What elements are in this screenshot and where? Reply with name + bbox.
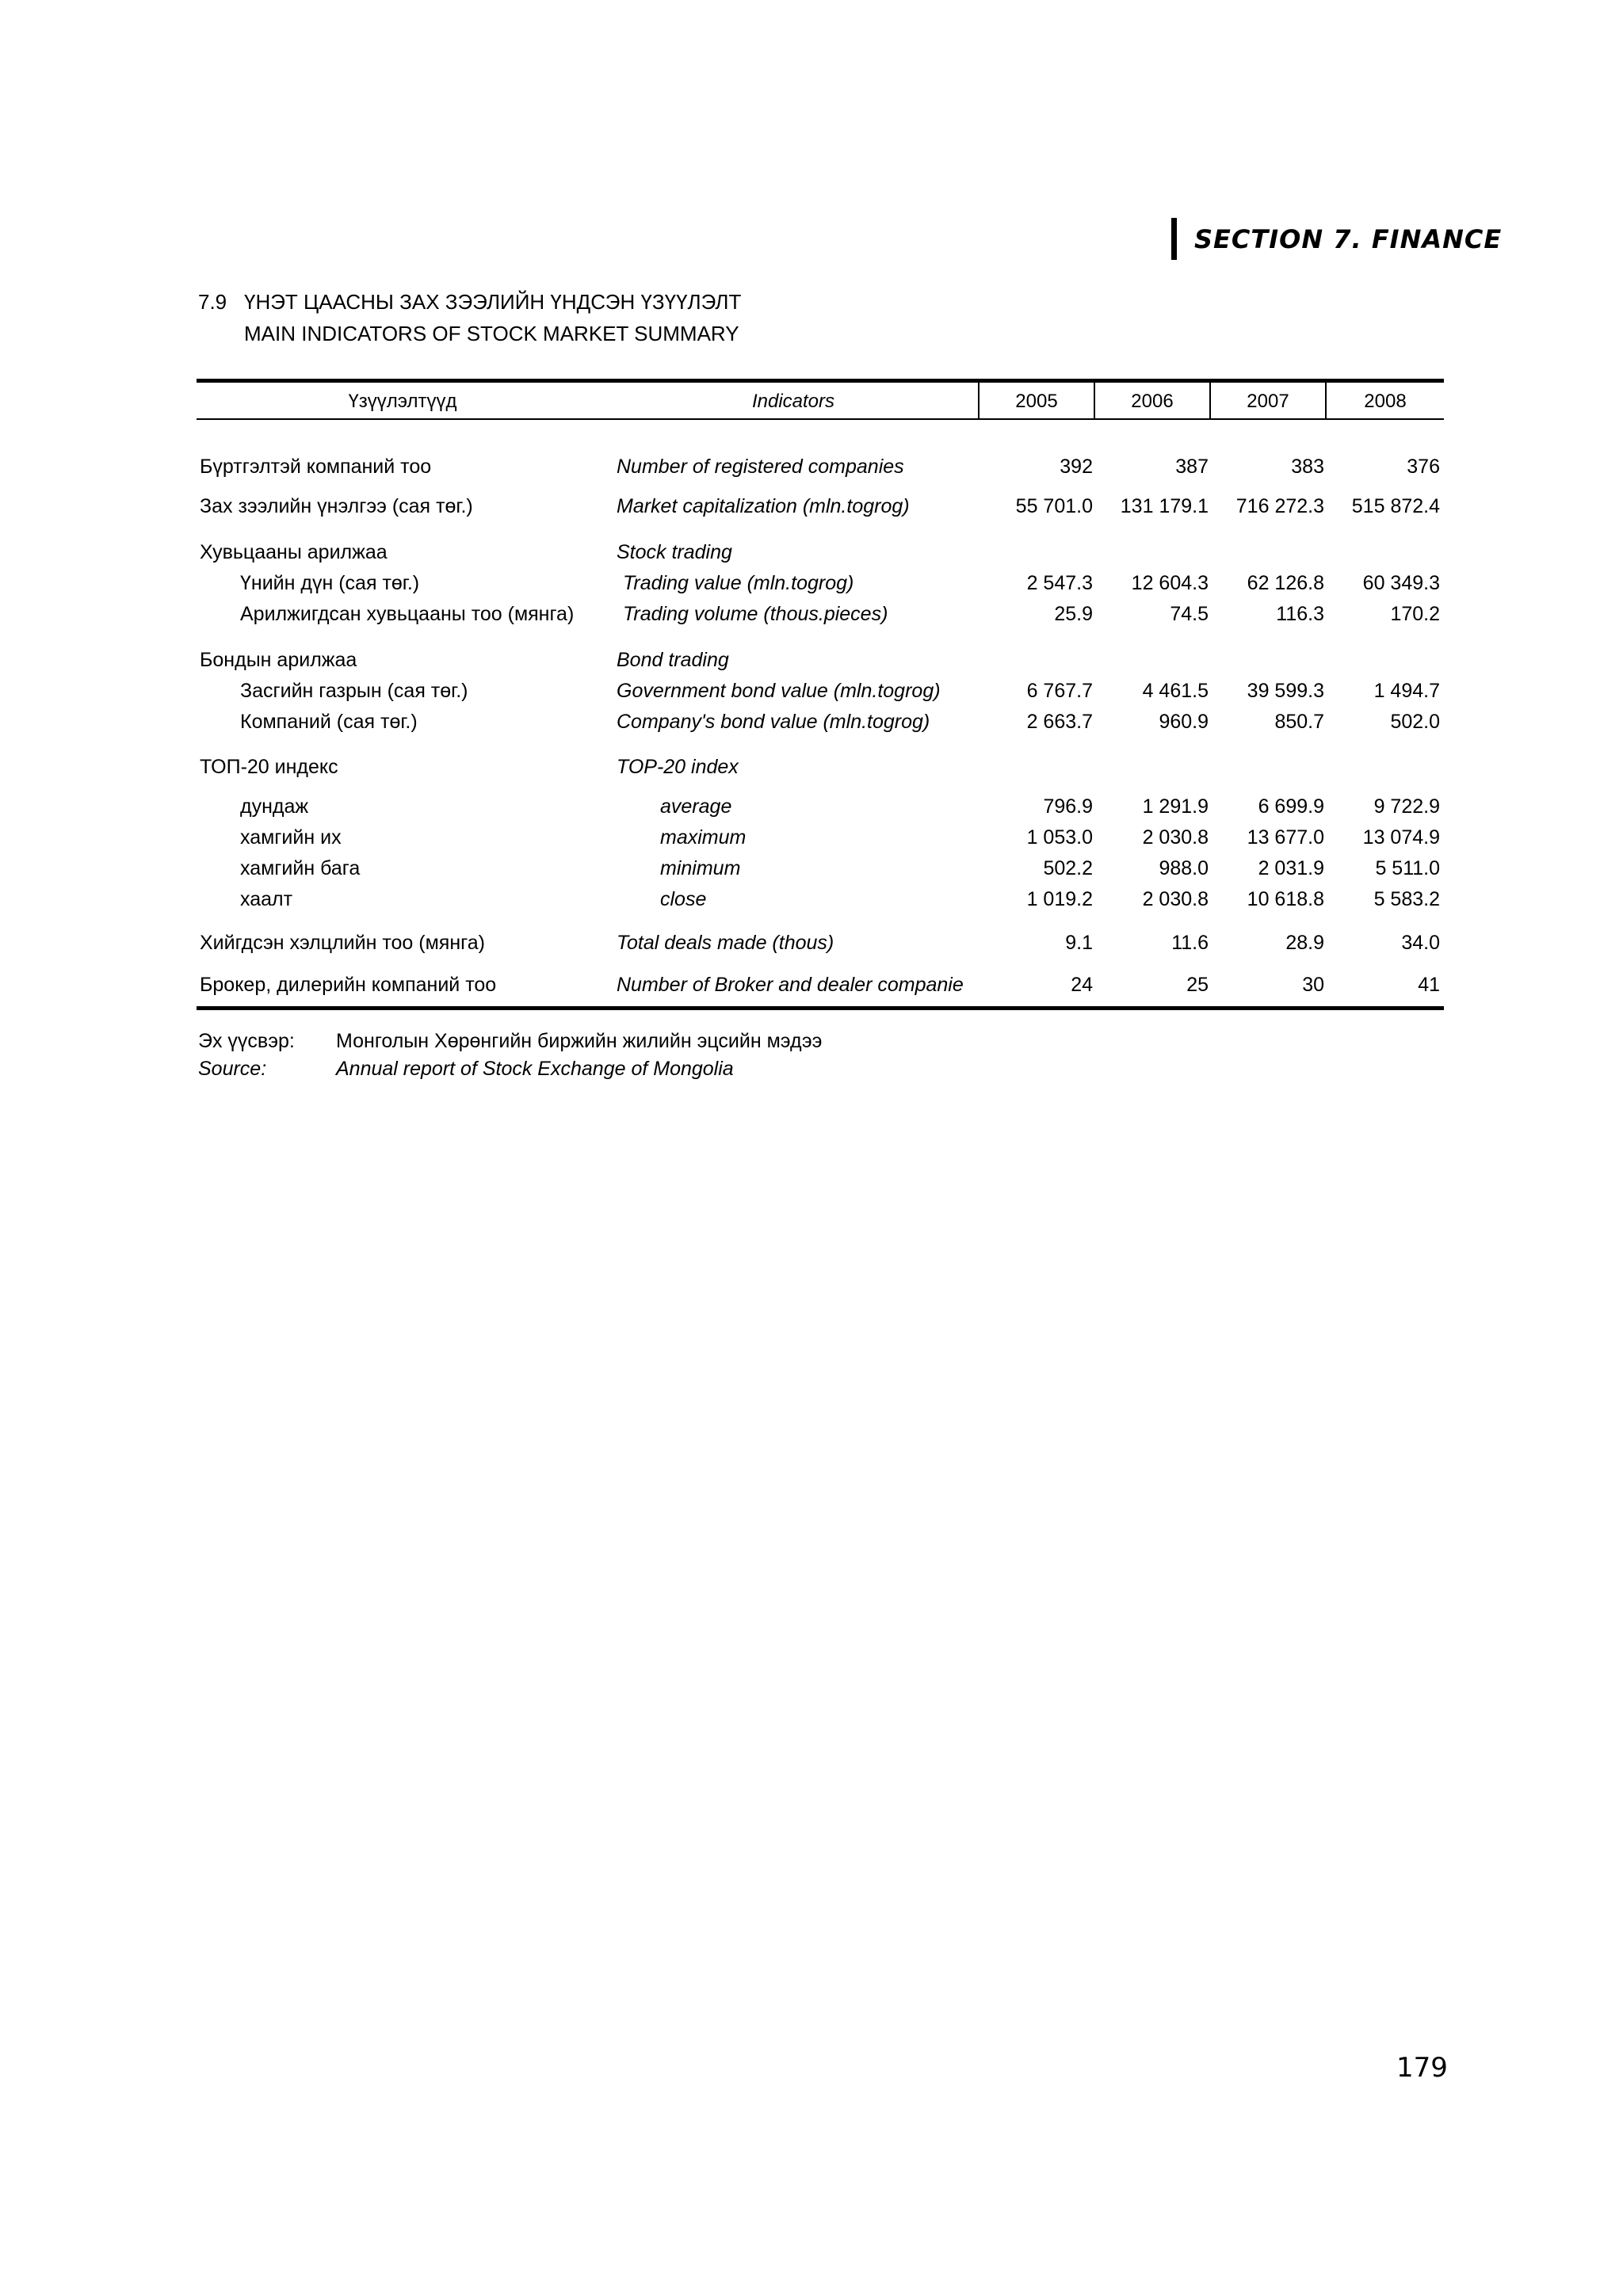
- table-row: [197, 971, 1444, 999]
- value-2008: 5 511.0: [1375, 857, 1440, 879]
- row-label-mn: Компаний (сая төг.): [240, 711, 418, 733]
- row-label-en: Number of Broker and dealer companie: [617, 974, 964, 996]
- value-2006: 2 030.8: [1142, 888, 1209, 910]
- value-2005: 796.9: [1043, 795, 1093, 818]
- row-label-en: Total deals made (thous): [617, 932, 834, 954]
- value-2007: 13 677.0: [1247, 826, 1324, 849]
- row-label-mn: Зах зээлийн үнэлгээ (сая төг.): [200, 495, 473, 517]
- row-label-mn: хамгийн их: [240, 826, 342, 849]
- value-2006: 25: [1186, 974, 1209, 996]
- table-row: [197, 492, 1444, 521]
- value-2005: 2 547.3: [1026, 572, 1093, 594]
- value-2007: 116.3: [1276, 603, 1324, 625]
- table-row: [197, 792, 1444, 821]
- row-label-mn: Хийгдсэн хэлцлийн тоо (мянга): [200, 932, 485, 954]
- value-2007: 10 618.8: [1247, 888, 1324, 910]
- value-2008: 60 349.3: [1362, 572, 1440, 594]
- value-2005: 1 019.2: [1026, 888, 1093, 910]
- page-number: 179: [1396, 2052, 1448, 2084]
- row-label-mn: Бүртгэлтэй компаний тоо: [200, 456, 432, 478]
- table-row: [197, 538, 1444, 566]
- row-label-mn: Бондын арилжаа: [200, 649, 357, 671]
- value-2006: 988.0: [1159, 857, 1209, 879]
- row-label-mn: хаалт: [240, 888, 293, 910]
- value-2008: 170.2: [1390, 603, 1440, 625]
- table-row: [197, 823, 1444, 852]
- value-2005: 1 053.0: [1026, 826, 1093, 849]
- section-divider-bar: [1171, 218, 1177, 260]
- value-2006: 387: [1175, 456, 1209, 478]
- value-2008: 34.0: [1401, 932, 1440, 954]
- value-2008: 9 722.9: [1373, 795, 1440, 818]
- table-row: [197, 646, 1444, 674]
- row-label-en: Bond trading: [617, 649, 729, 671]
- value-2008: 5 583.2: [1373, 888, 1440, 910]
- value-2006: 2 030.8: [1142, 826, 1209, 849]
- source-note-mn: [198, 1030, 822, 1053]
- table-bottom-rule: [197, 1006, 1444, 1010]
- value-2007: 62 126.8: [1247, 572, 1324, 594]
- row-label-en: Stock trading: [617, 541, 732, 563]
- row-label-mn: Хувьцааны арилжаа: [200, 541, 388, 563]
- source-text-en: Annual report of Stock Exchange of Mongolia: [336, 1058, 734, 1080]
- row-label-en: Number of registered companies: [617, 456, 904, 478]
- row-label-mn: Брокер, дилерийн компаний тоо: [200, 974, 497, 996]
- value-2008: 1 494.7: [1373, 680, 1440, 702]
- value-2008: 515 872.4: [1351, 495, 1440, 517]
- value-2008: 13 074.9: [1362, 826, 1440, 849]
- value-2005: 6 767.7: [1026, 680, 1093, 702]
- value-2006: 960.9: [1159, 711, 1209, 733]
- row-label-en: Market capitalization (mln.togrog): [617, 495, 910, 517]
- value-2005: 392: [1060, 456, 1093, 478]
- row-label-en: average: [660, 795, 732, 818]
- value-2006: 12 604.3: [1131, 572, 1209, 594]
- table-row: [197, 600, 1444, 628]
- header-indicators-mn: Үзүүлэлтүүд: [348, 391, 457, 412]
- row-label-mn: Үнийн дүн (сая төг.): [240, 572, 420, 594]
- table-row: [197, 854, 1444, 883]
- value-2007: 383: [1291, 456, 1324, 478]
- value-2005: 24: [1071, 974, 1093, 996]
- row-label-en: Trading volume (thous.pieces): [623, 603, 888, 625]
- table-title-mn-text: ҮНЭТ ЦААСНЫ ЗАХ ЗЭЭЛИЙН ҮНДСЭН ҮЗҮҮЛЭЛТ: [244, 290, 742, 314]
- row-label-en: maximum: [660, 826, 747, 849]
- value-2007: 28.9: [1285, 932, 1324, 954]
- header-year-2007: 2007: [1247, 391, 1289, 412]
- section-title: SECTION 7. FINANCE: [1194, 223, 1503, 254]
- row-label-mn: ТОП-20 индекс: [200, 756, 338, 778]
- value-2007: 850.7: [1274, 711, 1324, 733]
- table-header-rule: [197, 418, 1444, 420]
- value-2006: 74.5: [1170, 603, 1209, 625]
- table-row: [197, 885, 1444, 913]
- header-year-2008: 2008: [1364, 391, 1407, 412]
- value-2005: 502.2: [1043, 857, 1093, 879]
- value-2007: 716 272.3: [1235, 495, 1324, 517]
- table-row: [197, 677, 1444, 705]
- value-2008: 41: [1418, 974, 1440, 996]
- value-2006: 11.6: [1171, 932, 1209, 954]
- row-label-mn: Арилжигдсан хувьцааны тоо (мянга): [240, 603, 575, 625]
- value-2006: 1 291.9: [1142, 795, 1209, 818]
- value-2005: 55 701.0: [1015, 495, 1093, 517]
- header-year-2006: 2006: [1131, 391, 1174, 412]
- table-row: [197, 753, 1444, 781]
- value-2007: 6 699.9: [1258, 795, 1324, 818]
- row-label-en: Trading value (mln.togrog): [623, 572, 854, 594]
- source-label-en: Source:: [198, 1058, 267, 1080]
- value-2008: 376: [1407, 456, 1440, 478]
- row-label-mn: дундаж: [240, 795, 309, 818]
- row-label-en: Company's bond value (mln.togrog): [617, 711, 930, 733]
- table-title-mn: [198, 290, 741, 315]
- header-indicators-en: Indicators: [751, 391, 835, 412]
- row-label-en: TOP-20 index: [617, 756, 739, 778]
- table-row: [197, 452, 1444, 481]
- table-row: [197, 929, 1444, 957]
- source-text-mn: Монголын Хөрөнгийн биржийн жилийн эцсийн мэдээ: [336, 1030, 823, 1052]
- header-year-2005: 2005: [1015, 391, 1058, 412]
- value-2005: 9.1: [1065, 932, 1093, 954]
- value-2007: 30: [1302, 974, 1324, 996]
- table-number: 7.9: [198, 290, 227, 314]
- value-2007: 39 599.3: [1247, 680, 1324, 702]
- row-label-en: Government bond value (mln.togrog): [617, 680, 941, 702]
- value-2008: 502.0: [1390, 711, 1440, 733]
- source-note-en: [198, 1058, 734, 1081]
- value-2005: 25.9: [1054, 603, 1093, 625]
- value-2005: 2 663.7: [1026, 711, 1093, 733]
- section-header: [1171, 218, 1502, 260]
- table-row: [197, 707, 1444, 736]
- value-2006: 131 179.1: [1120, 495, 1209, 517]
- value-2006: 4 461.5: [1142, 680, 1209, 702]
- row-label-mn: Засгийн газрын (сая төг.): [240, 680, 468, 702]
- source-label-mn: Эх үүсвэр:: [198, 1030, 295, 1052]
- table-row: [197, 569, 1444, 597]
- table-title-en: MAIN INDICATORS OF STOCK MARKET SUMMARY: [244, 322, 739, 345]
- row-label-en: close: [660, 888, 707, 910]
- row-label-en: minimum: [660, 857, 741, 879]
- value-2007: 2 031.9: [1258, 857, 1324, 879]
- row-label-mn: хамгийн бага: [240, 857, 361, 879]
